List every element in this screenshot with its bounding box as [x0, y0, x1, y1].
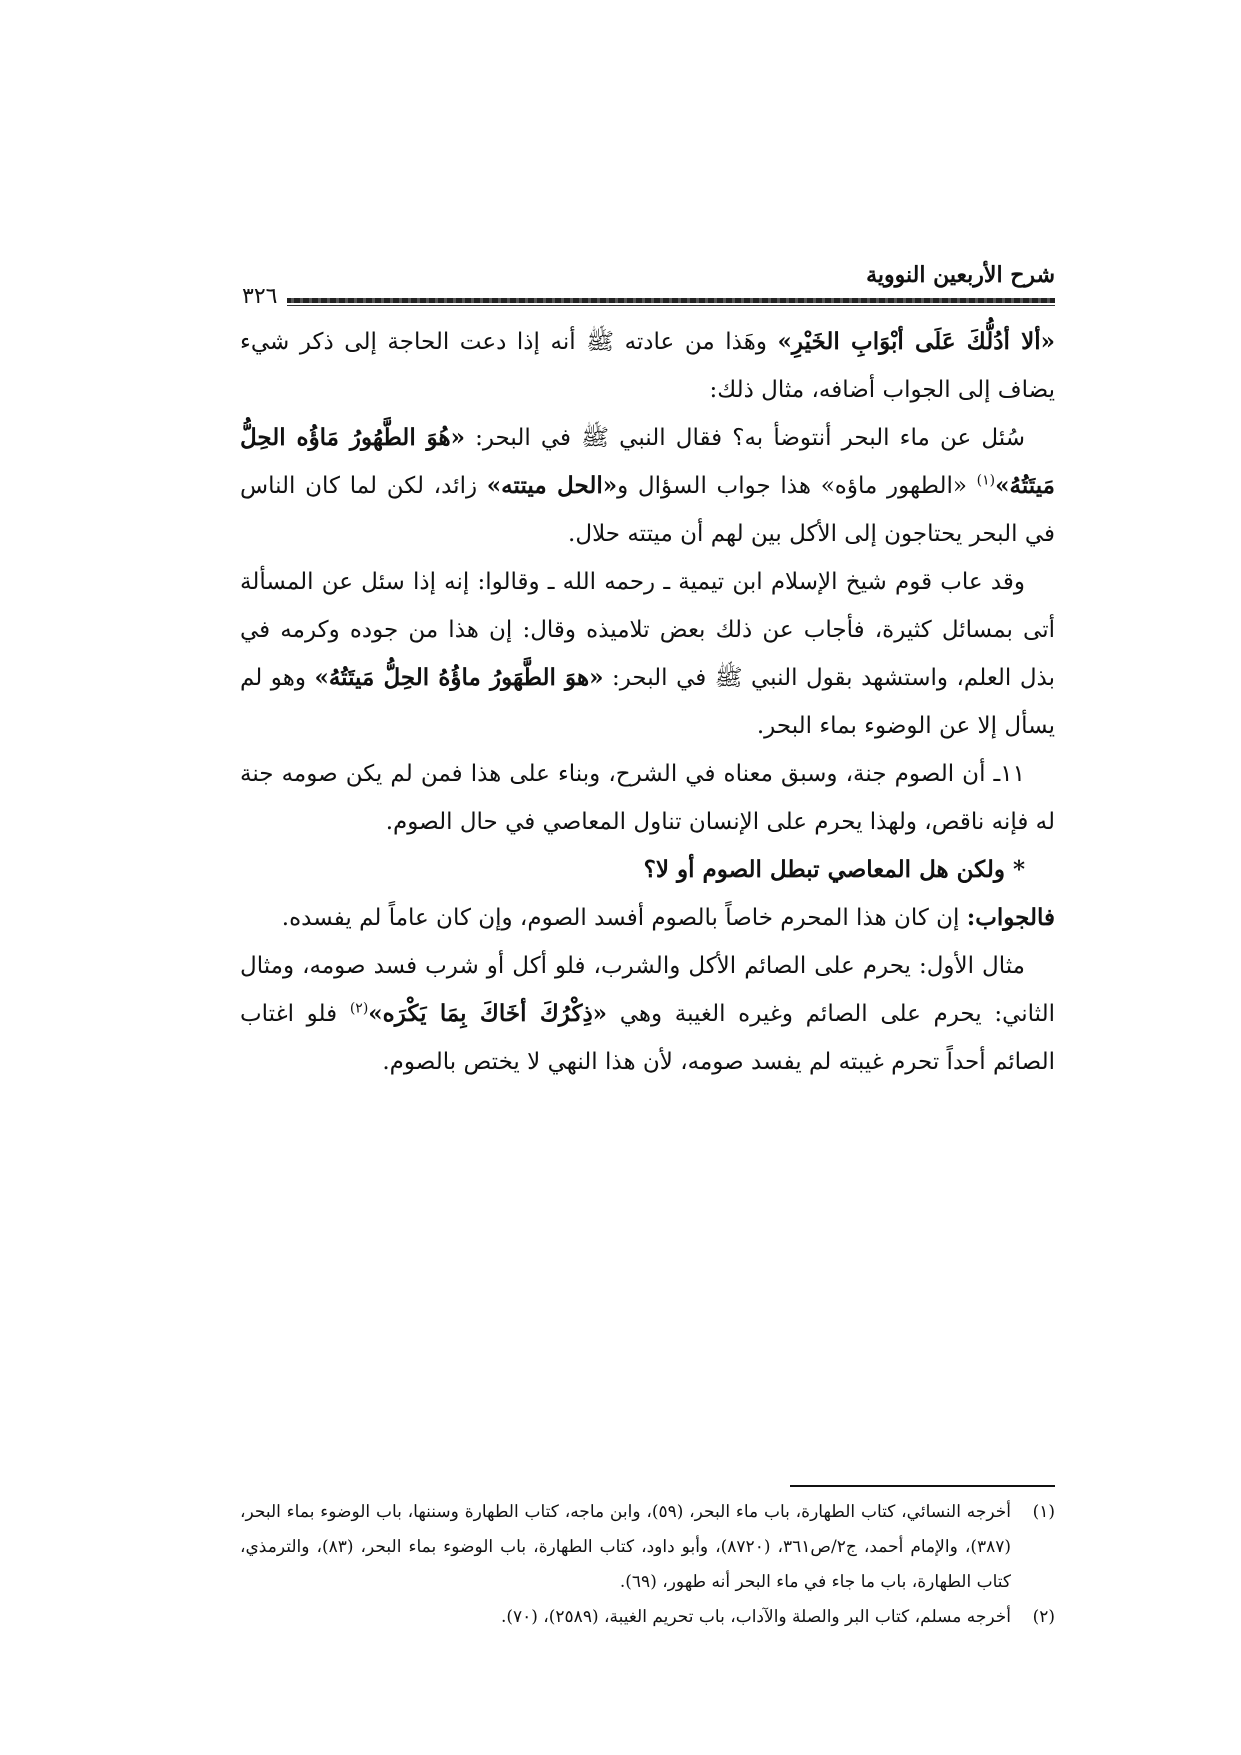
running-header: [240, 262, 1055, 312]
paragraph-text: وقد عاب قوم شيخ الإسلام ابن تيمية ـ رحمه الله ـ وقالوا: إنه إذا سئل عن المسألة أتى بمسائل كثيرة، فأجاب عن ذلك بعض تلاميذه وقال: إن هذا من جوده وكرمه في بذل العلم، واستشهد بقول النبي ﷺ في البحر:: [240, 569, 1056, 691]
answer-label: فالجواب:: [966, 904, 1055, 931]
hadith-quote: «ألا أدُلُّكَ عَلَى أبْوَابِ الخَيْرِ»: [777, 328, 1055, 355]
paragraph-text: سُئل عن ماء البحر أنتوضأ به؟ فقال النبي ﷺ في البحر:: [464, 425, 1025, 451]
footnote-2: [240, 1600, 1055, 1635]
page-number: ٣٢٦: [240, 284, 287, 310]
hadith-quote: «هُوَ الطَّهُورُ مَاؤُه الحِلُّ مَيتَتُهُ»: [240, 424, 1055, 499]
footnote-separator: [790, 1485, 1055, 1487]
header-rule: [240, 298, 1055, 303]
book-title: شرح الأربعين النووية: [866, 262, 1055, 288]
paragraph-text: فلو اغتاب الصائم أحداً تحرم غيبته لم يفسد صومه، لأن هذا النهي لا يختص بالصوم.: [240, 1001, 1055, 1075]
paragraph-7: [240, 942, 1055, 1086]
paragraph-6: [240, 894, 1055, 942]
header-rule-thin: [240, 305, 1055, 306]
hadith-quote: «ذِكْرُكَ أخَاكَ بِمَا يَكْرَه»: [368, 1000, 608, 1027]
footnote-number: (٢): [1032, 1607, 1055, 1627]
hadith-quote: «هوَ الطَّهَورُ ماؤُهُ الحِلُّ مَيتَتُهُ»: [314, 664, 604, 691]
paragraph-text: ١١ـ أن الصوم جنة، وسبق معناه في الشرح، وبناء على هذا فمن لم يكن صومه جنة له فإنه ناقص، ولهذا يحرم على الإنسان تناول المعاصي في حال الصوم.: [240, 761, 1055, 835]
paragraph-3: [240, 558, 1055, 750]
paragraph-text: وهو لم يسأل إلا عن الوضوء بماء البحر.: [240, 665, 1055, 739]
body-text: [240, 318, 1055, 1086]
footnote-number: (١): [1032, 1502, 1055, 1522]
bold-phrase: «الحل ميتته»: [486, 472, 618, 499]
paragraph-4: [240, 750, 1055, 846]
paragraph-text: زائد، لكن لما كان الناس في البحر يحتاجون إلى الأكل بين لهم أن ميتته حلال.: [240, 473, 1055, 547]
paragraph-text: مثال الأول: يحرم على الصائم الأكل والشرب، فلو أكل أو شرب فسد صومه، ومثال الثاني: يحرم على الصائم وغيره الغيبة وهي: [240, 953, 1055, 1027]
question-heading: * ولكن هل المعاصي تبطل الصوم أو لا؟: [643, 856, 1025, 883]
footnote-ref-2[interactable]: (٢): [349, 1000, 369, 1017]
paragraph-text: وهَذا من عادته ﷺ أنه إذا دعت الحاجة إلى ذكر شيء يضاف إلى الجواب أضافه، مثال ذلك:: [240, 329, 1055, 403]
paragraph-text: إن كان هذا المحرم خاصاً بالصوم أفسد الصوم، وإن كان عاماً لم يفسده.: [281, 905, 967, 931]
paragraph-1: [240, 318, 1055, 414]
footnote-ref-1[interactable]: (١): [976, 472, 996, 489]
footnote-1: [240, 1495, 1055, 1600]
footnotes: [240, 1495, 1055, 1635]
paragraph-text: «الطهور ماؤه» هذا جواب السؤال و: [617, 473, 977, 499]
footnote-text: أخرجه مسلم، كتاب البر والصلة والآداب، باب تحريم الغيبة، (٢٥٨٩)، (٧٠).: [500, 1607, 1011, 1627]
footnote-text: أخرجه النسائي، كتاب الطهارة، باب ماء البحر، (٥٩)، وابن ماجه، كتاب الطهارة وسننها، باب الوضوء بماء البحر، (٣٨٧)، والإمام أحمد، ج٢/ص٣٦١، (٨٧٢٠)، وأبو داود، كتاب الطهارة، باب الوضوء بماء البحر، (٨٣)، والترمذي، كتاب الطهارة، باب ما جاء في ماء البحر أنه طهور، (٦٩).: [240, 1502, 1012, 1592]
paragraph-2: [240, 414, 1055, 558]
